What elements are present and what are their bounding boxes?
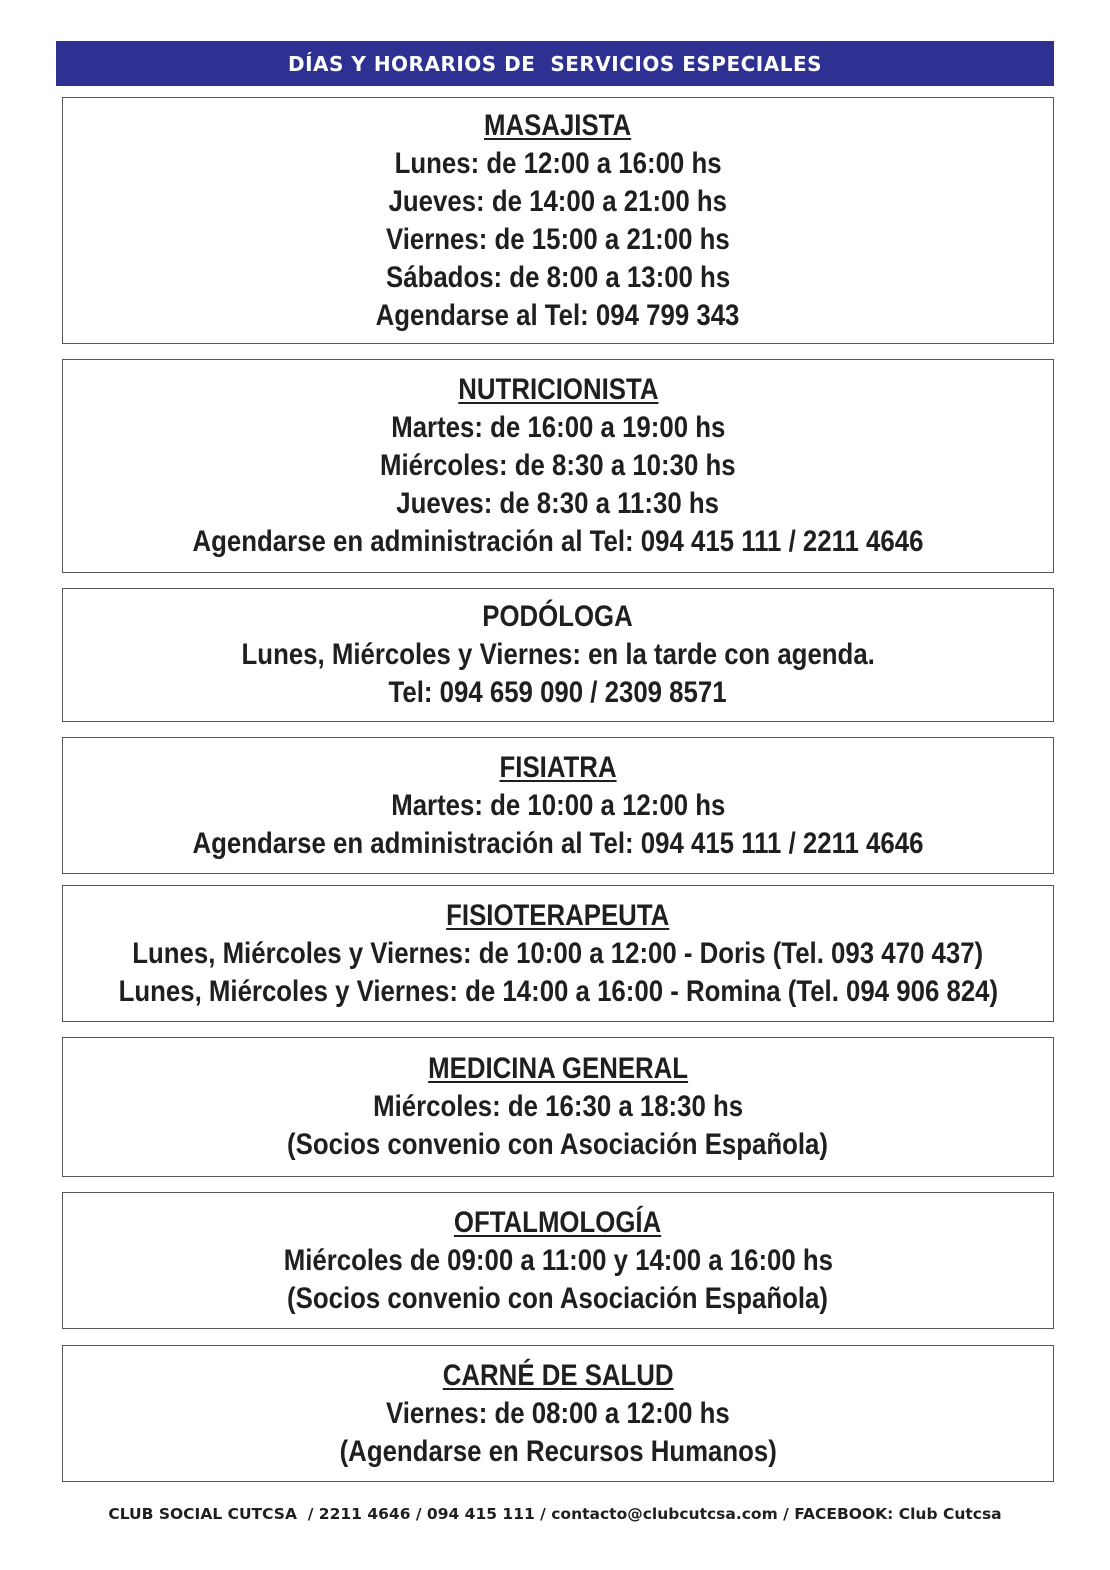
service-box-medicina-general [62,1037,1054,1177]
service-box-fisioterapeuta [62,885,1054,1022]
service-line: Sábados: de 8:00 a 13:00 hs [385,260,731,294]
service-phone-line: Agendarse al Tel: 094 799 343 [376,298,740,332]
service-note-line: (Socios convenio con Asociación Española) [287,1281,829,1315]
service-line: Lunes, Miércoles y Viernes: de 10:00 a 12:00 - Doris (Tel. 093 470 437) [132,936,984,970]
service-title: OFTALMOLOGÍA [454,1205,662,1239]
service-line: Martes: de 16:00 a 19:00 hs [390,411,726,444]
service-title: FISIATRA [499,750,617,784]
service-title: NUTRICIONISTA [457,373,659,406]
service-title: MASAJISTA [484,108,632,142]
service-line: Miércoles: de 8:30 a 10:30 hs [380,449,736,482]
service-note-line: (Agendarse en Recursos Humanos) [339,1434,777,1468]
service-phone-line: Agendarse en administración al Tel: 094 415 111 / 2211 4646 [192,525,924,558]
page-title: DÍAS Y HORARIOS DE SERVICIOS ESPECIALES [287,51,823,76]
service-line: Martes: de 10:00 a 12:00 hs [390,788,726,822]
header-bar [56,41,1054,86]
service-box-masajista [62,97,1054,344]
service-line: Miércoles: de 16:30 a 18:30 hs [372,1090,743,1123]
service-box-oftalmologia [62,1192,1054,1329]
service-box-carne-de-salud [62,1345,1054,1482]
footer-contact: CLUB SOCIAL CUTCSA / 2211 4646 / 094 415 111 / contacto@clubcutcsa.com / FACEBOOK: Club Cutcsa [108,1505,1002,1523]
service-title: FISIOTERAPEUTA [446,898,670,932]
service-line: Lunes: de 12:00 a 16:00 hs [394,146,722,180]
service-note-line: (Socios convenio con Asociación Española) [287,1128,829,1161]
service-phone-line: Agendarse en administración al Tel: 094 415 111 / 2211 4646 [192,826,924,860]
service-box-podologa [62,588,1054,722]
service-title: CARNÉ DE SALUD [442,1358,674,1392]
service-phone-line: Tel: 094 659 090 / 2309 8571 [388,676,728,709]
service-line: Viernes: de 08:00 a 12:00 hs [386,1396,730,1430]
service-line: Viernes: de 15:00 a 21:00 hs [386,222,730,256]
service-line: Lunes, Miércoles y Viernes: de 14:00 a 16:00 - Romina (Tel. 094 906 824) [118,974,998,1008]
service-line: Lunes, Miércoles y Viernes: en la tarde con agenda. [241,638,875,671]
service-title: MEDICINA GENERAL [428,1052,688,1085]
service-box-fisiatra [62,737,1054,874]
service-title: PODÓLOGA [482,600,634,633]
service-line: Miércoles de 09:00 a 11:00 y 14:00 a 16:00 hs [283,1243,833,1277]
service-line: Jueves: de 14:00 a 21:00 hs [388,184,728,218]
service-box-nutricionista [62,359,1054,573]
service-line: Jueves: de 8:30 a 11:30 hs [396,487,720,520]
